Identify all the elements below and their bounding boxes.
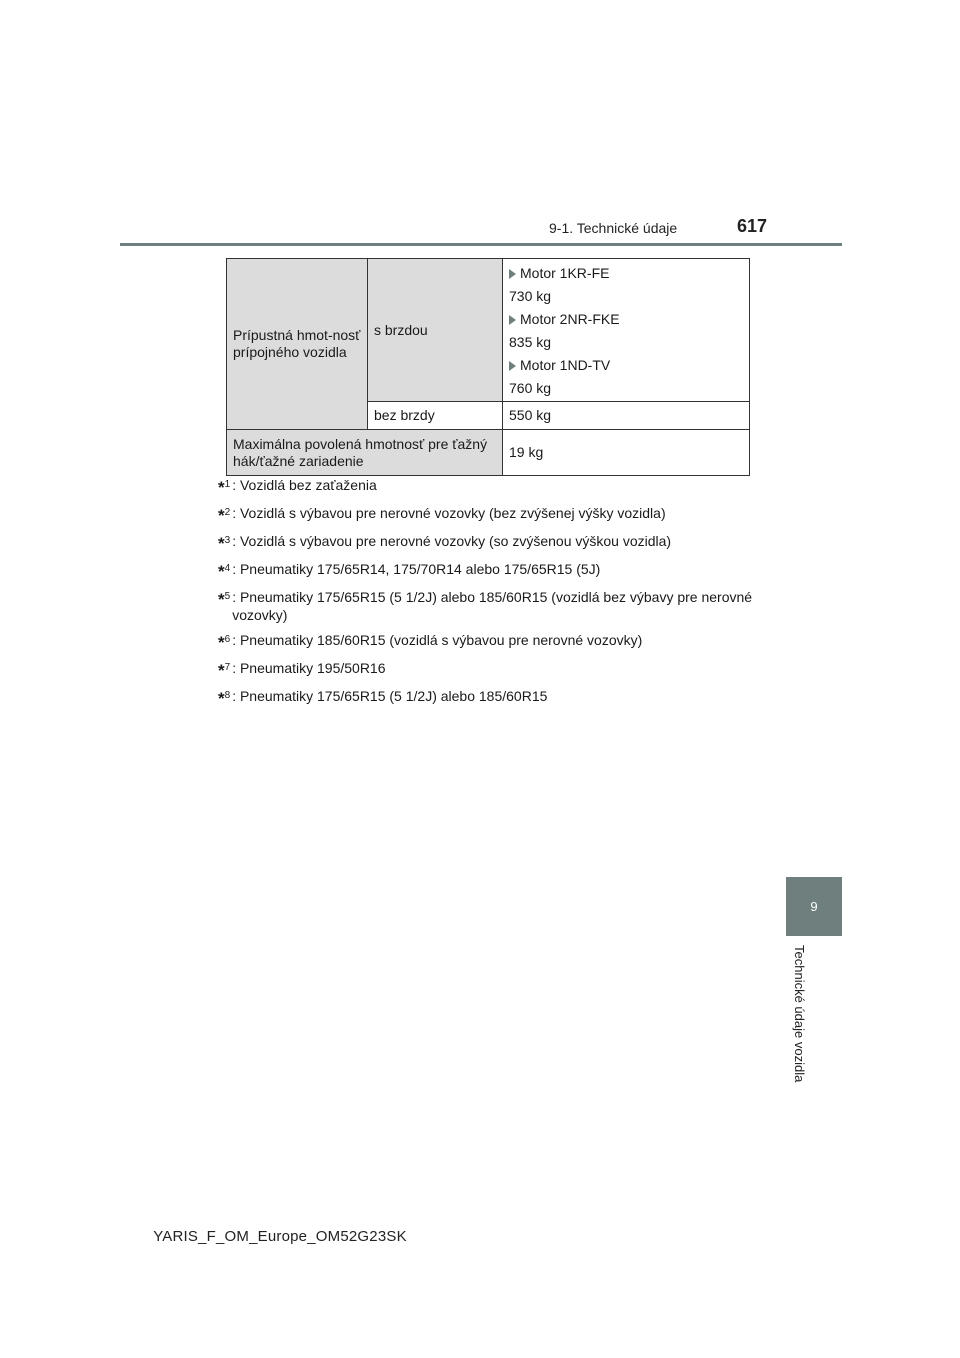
footnotes	[218, 476, 758, 715]
footnote-text: : Pneumatiky 185/60R15 (vozidlá s výbavou pre nerovné vozovky)	[232, 632, 643, 648]
footnote-number: 2	[224, 507, 231, 518]
footnote-item: *$^3$ : Vozidlá s výbavou pre nerovné vozovky (so zvýšenou výškou vozidla)	[218, 532, 758, 553]
without-brake-label: bez brzdy	[368, 402, 503, 430]
engine-item	[509, 311, 743, 328]
footnote-number: 4	[224, 563, 231, 574]
footnote-item: *$^5$ : Pneumatiky 175/65R15 (5 1/2J) alebo 185/60R15 (vozidlá bez výbavy pre nerovné vozovky)	[218, 588, 758, 624]
header-divider	[120, 243, 842, 246]
engine-name: Motor 1ND-TV	[520, 357, 611, 373]
with-brake-values	[503, 259, 750, 402]
triangle-bullet-icon	[509, 361, 516, 371]
engine-weight: 835 kg	[509, 334, 552, 350]
engine-name: Motor 2NR-FKE	[520, 311, 620, 327]
chapter-tab	[786, 877, 842, 936]
without-brake-value: 550 kg	[503, 402, 750, 430]
trailer-weight-table	[226, 258, 750, 476]
footnote-item: *$^1$ : Vozidlá bez zaťaženia	[218, 476, 758, 497]
triangle-bullet-icon	[509, 315, 516, 325]
footnote-number: 8	[224, 690, 231, 701]
table-row	[227, 430, 750, 476]
footnote-number: 3	[224, 535, 231, 546]
footnote-text: : Vozidlá s výbavou pre nerovné vozovky (bez zvýšenej výšky vozidla)	[232, 505, 666, 521]
footnote-text: : Pneumatiky 195/50R16	[232, 660, 386, 676]
footnote-number: 7	[224, 662, 231, 673]
footnote-text: : Pneumatiky 175/65R14, 175/70R14 alebo 175/65R15 (5J)	[232, 561, 601, 577]
max-towbar-weight-value: 19 kg	[503, 430, 750, 476]
permissible-trailer-weight-label: Prípustná hmot-nosť prípojného vozidla	[227, 259, 368, 430]
engine-item	[509, 265, 743, 282]
section-title: 9-1. Technické údaje	[549, 220, 678, 236]
footnote-text: : Pneumatiky 175/65R15 (5 1/2J) alebo 185/60R15	[232, 688, 548, 704]
engine-weight: 730 kg	[509, 288, 552, 304]
footnote-item: *$^7$ : Pneumatiky 195/50R16	[218, 659, 758, 680]
footnote-number: 1	[224, 479, 231, 490]
footnote-number: 6	[224, 634, 231, 645]
footnote-number: 5	[224, 591, 231, 602]
chapter-number: 9	[810, 899, 818, 914]
document-code: YARIS_F_OM_Europe_OM52G23SK	[153, 1228, 407, 1245]
engine-item	[509, 357, 743, 374]
footnote-item: *$^2$ : Vozidlá s výbavou pre nerovné vozovky (bez zvýšenej výšky vozidla)	[218, 504, 758, 525]
footnote-text: : Pneumatiky 175/65R15 (5 1/2J) alebo 185/60R15 (vozidlá bez výbavy pre nerovné vozovky)	[232, 589, 753, 623]
chapter-title-vertical: Technické údaje vozidla	[792, 945, 807, 1083]
table-row	[227, 259, 750, 402]
footnote-item: *$^4$ : Pneumatiky 175/65R14, 175/70R14 alebo 175/65R15 (5J)	[218, 560, 758, 581]
footnote-text: : Vozidlá bez zaťaženia	[232, 477, 377, 493]
page-number: 617	[737, 216, 768, 236]
engine-weight: 760 kg	[509, 380, 552, 396]
triangle-bullet-icon	[509, 269, 516, 279]
engine-name: Motor 1KR-FE	[520, 265, 610, 281]
footnote-text: : Vozidlá s výbavou pre nerovné vozovky (so zvýšenou výškou vozidla)	[232, 533, 672, 549]
with-brake-label: s brzdou	[368, 259, 503, 402]
footnote-item: *$^8$ : Pneumatiky 175/65R15 (5 1/2J) alebo 185/60R15	[218, 687, 758, 708]
footnote-item: *$^6$ : Pneumatiky 185/60R15 (vozidlá s výbavou pre nerovné vozovky)	[218, 631, 758, 652]
max-towbar-weight-label: Maximálna povolená hmotnosť pre ťažný hák/ťažné zariadenie	[227, 430, 503, 476]
